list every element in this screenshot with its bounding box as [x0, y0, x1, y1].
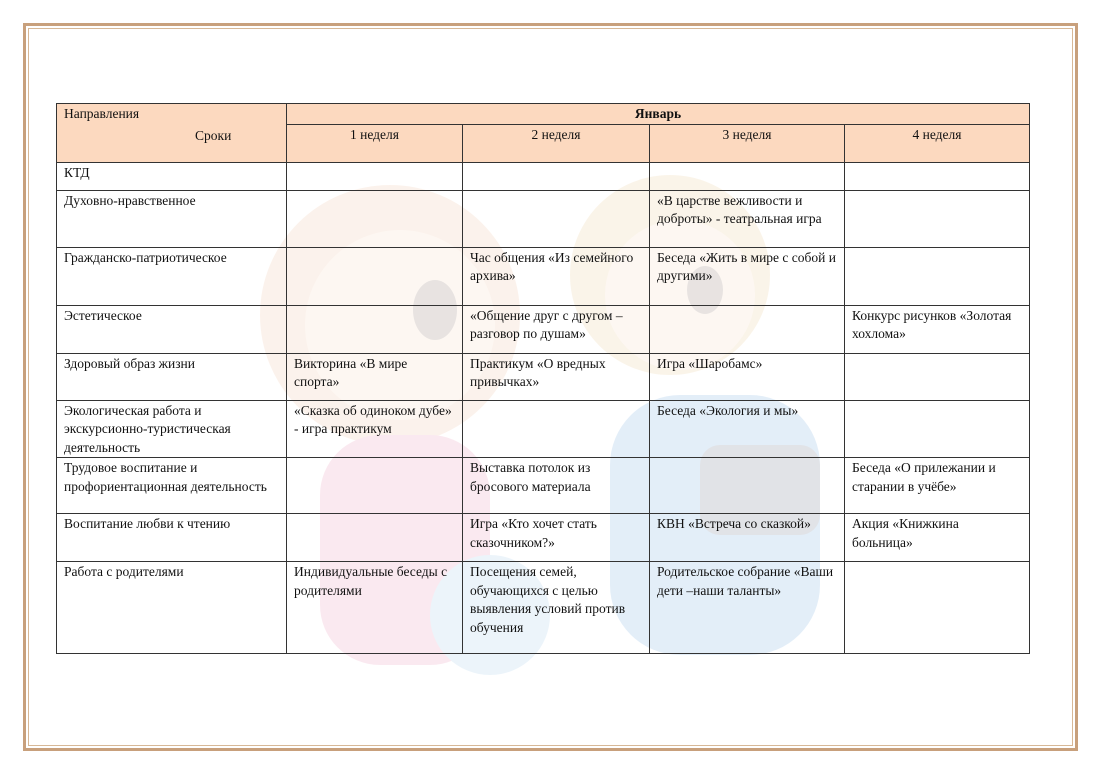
week-3-cell: Беседа «Экология и мы» [650, 400, 845, 458]
week-3-cell [650, 162, 845, 190]
week-4-cell [845, 162, 1030, 190]
week-2-cell: Выставка потолок из бросового материала [463, 458, 650, 514]
direction-cell: Трудовое воспитание и профориентационная деятельность [57, 458, 287, 514]
week-1-cell: Викторина «В мире спорта» [287, 353, 463, 400]
week-1-cell: Индивидуальные беседы с родителями [287, 562, 463, 654]
table-row [57, 190, 1030, 247]
header-week-3: 3 неделя [650, 124, 845, 162]
week-2-cell: Игра «Кто хочет стать сказочником?» [463, 514, 650, 562]
week-1-cell [287, 305, 463, 353]
week-2-cell [463, 162, 650, 190]
table-row [57, 305, 1030, 353]
week-2-cell [463, 190, 650, 247]
table-row [57, 514, 1030, 562]
direction-cell: Гражданско-патриотическое [57, 247, 287, 305]
week-4-cell [845, 247, 1030, 305]
direction-cell: Эстетическое [57, 305, 287, 353]
week-4-cell [845, 400, 1030, 458]
week-1-cell [287, 514, 463, 562]
direction-cell: КТД [57, 162, 287, 190]
week-4-cell [845, 562, 1030, 654]
table-row [57, 353, 1030, 400]
week-3-cell: Родительское собрание «Ваши дети –наши таланты» [650, 562, 845, 654]
week-4-cell [845, 190, 1030, 247]
week-3-cell: КВН «Встреча со сказкой» [650, 514, 845, 562]
direction-cell: Экологическая работа и экскурсионно-туристическая деятельность [57, 400, 287, 458]
week-1-cell [287, 190, 463, 247]
header-week-2: 2 неделя [463, 124, 650, 162]
week-3-cell [650, 305, 845, 353]
week-3-cell: «В царстве вежливости и доброты» - театральная игра [650, 190, 845, 247]
table-row [57, 247, 1030, 305]
week-2-cell: Час общения «Из семейного архива» [463, 247, 650, 305]
table-row [57, 162, 1030, 190]
week-1-cell: «Сказка об одиноком дубе» - игра практикум [287, 400, 463, 458]
header-dates-label: Сроки [195, 127, 232, 143]
week-1-cell [287, 162, 463, 190]
table-row [57, 400, 1030, 458]
week-4-cell: Беседа «О прилежании и старании в учёбе» [845, 458, 1030, 514]
week-2-cell [463, 400, 650, 458]
header-week-1: 1 неделя [287, 124, 463, 162]
header-week-4: 4 неделя [845, 124, 1030, 162]
week-1-cell [287, 247, 463, 305]
week-4-cell: Акция «Книжкина больница» [845, 514, 1030, 562]
week-1-cell [287, 458, 463, 514]
direction-cell: Духовно-нравственное [57, 190, 287, 247]
header-directions-label: Направления [64, 106, 140, 121]
table-row [57, 562, 1030, 654]
week-3-cell [650, 458, 845, 514]
direction-cell: Воспитание любви к чтению [57, 514, 287, 562]
direction-cell: Работа с родителями [57, 562, 287, 654]
week-3-cell: Игра «Шаробамс» [650, 353, 845, 400]
week-2-cell: «Общение друг с другом – разговор по душам» [463, 305, 650, 353]
week-2-cell: Посещения семей, обучающихся с целью выявления условий против обучения [463, 562, 650, 654]
table-row [57, 458, 1030, 514]
plan-table [56, 103, 1030, 654]
week-2-cell: Практикум «О вредных привычках» [463, 353, 650, 400]
week-4-cell: Конкурс рисунков «Золотая хохлома» [845, 305, 1030, 353]
week-4-cell [845, 353, 1030, 400]
header-month: Январь [287, 104, 1030, 125]
direction-cell: Здоровый образ жизни [57, 353, 287, 400]
header-corner-cell [57, 104, 287, 163]
week-3-cell: Беседа «Жить в мире с собой и другими» [650, 247, 845, 305]
